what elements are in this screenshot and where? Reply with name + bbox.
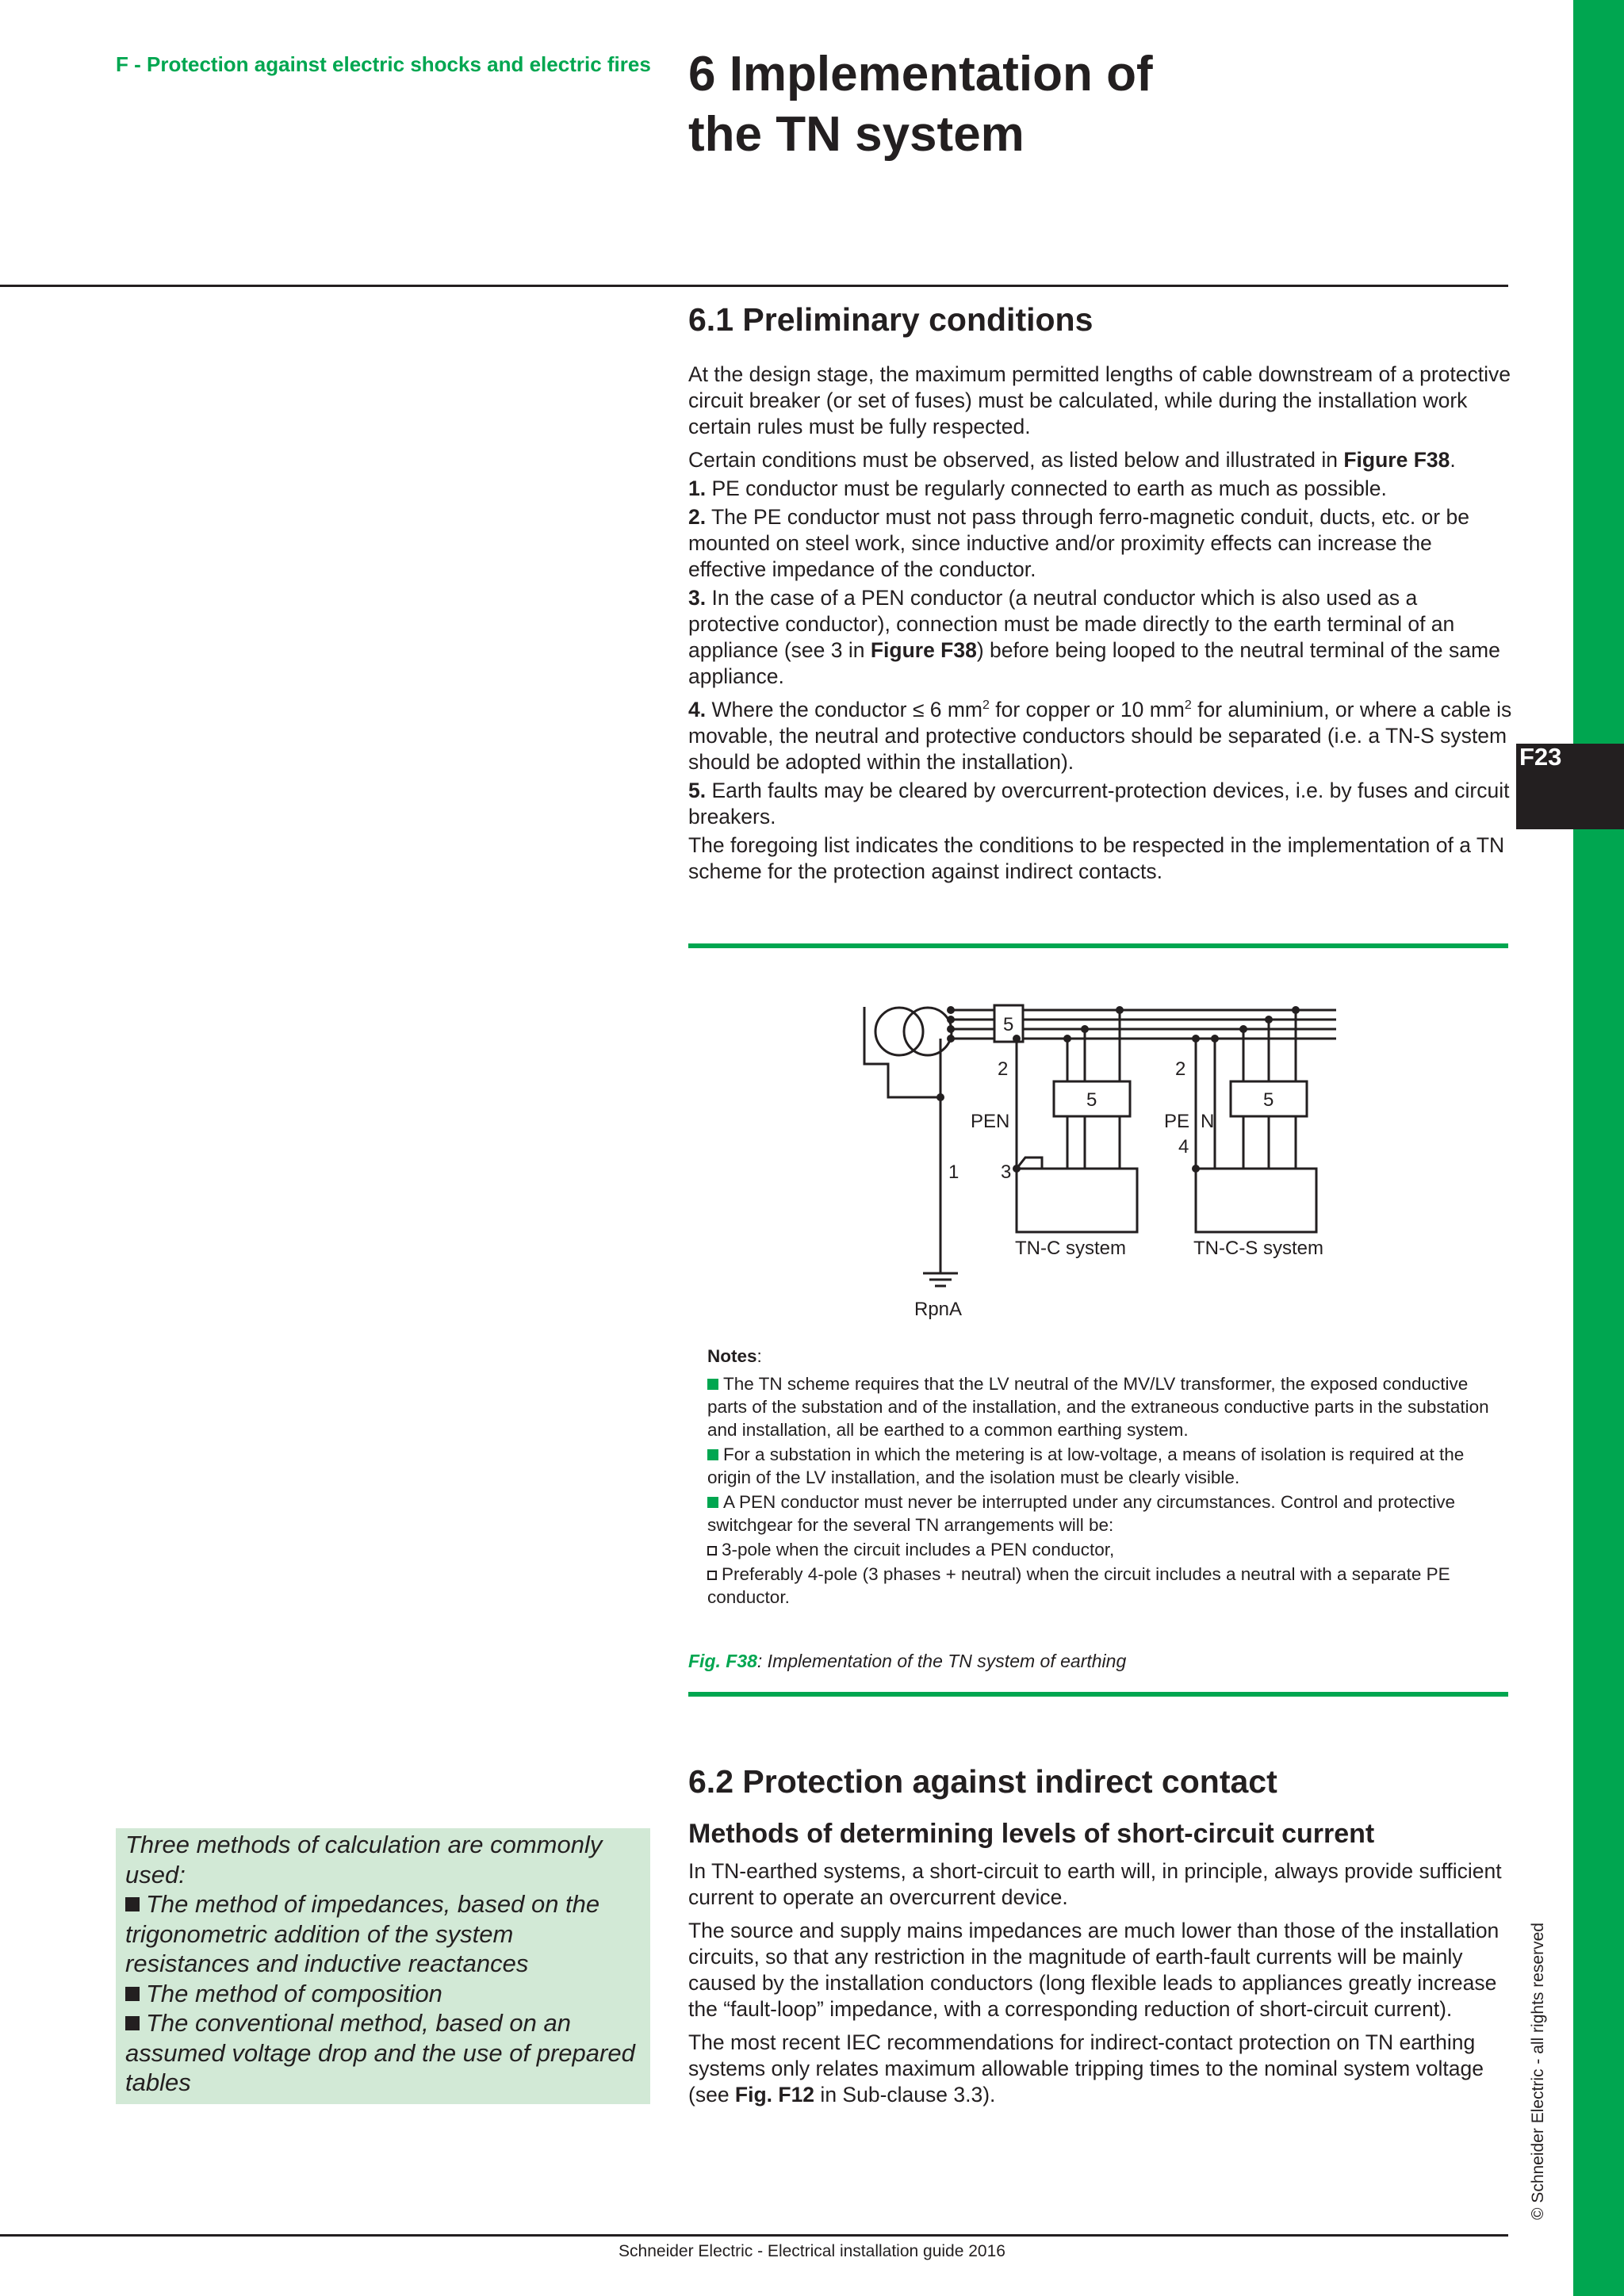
figure-notes (707, 1345, 1500, 1610)
label-rpna: RpnA (914, 1299, 963, 1320)
junction-dot (1292, 1006, 1300, 1014)
item-text: for copper or 10 mm (989, 697, 1185, 721)
paragraph (688, 2030, 1513, 2108)
chapter-title (688, 44, 1402, 165)
note-item (707, 1372, 1500, 1441)
figure-top-rule (688, 943, 1508, 948)
junction-dot (947, 1016, 955, 1024)
label-fuse-top: 5 (1003, 1014, 1014, 1035)
junction-dot (1192, 1165, 1200, 1173)
transformer-earth-path (864, 1007, 939, 1097)
note-text: For a substation in which the metering is at low-voltage, a means of isolation is required at the origin of the LV installation, and the isolation must be clearly visible. (707, 1445, 1465, 1487)
subnote-item (707, 1563, 1500, 1609)
section-header: F - Protection against electric shocks and electric fires (116, 52, 651, 76)
note-item (707, 1443, 1500, 1489)
sidebox-item-text: The conventional method, based on an assumed voltage drop and the use of prepared tables (125, 2009, 635, 2096)
junction-dot (1211, 1035, 1219, 1043)
figure-caption (688, 1651, 1126, 1672)
junction-dot (1013, 1035, 1021, 1043)
figure-bottom-rule (688, 1692, 1508, 1697)
note-text: The TN scheme requires that the LV neutral of the MV/LV transformer, the exposed conductive parts of the substation and of the installation, and the extraneous conductive parts in the substation and installation, all be earthed to a common earthing system. (707, 1374, 1489, 1440)
intro-paragraph: At the design stage, the maximum permitted lengths of cable downstream of a protective circuit breaker (or set of fuses) must be calculated, while during the installation work certain rules must be fully respected. (688, 362, 1511, 438)
conditions-intro (688, 447, 1513, 473)
paragraph-text: The most recent IEC recommendations for indirect-contact protection on TN earthing systems only relates maximum allowable tripping times to the nominal system voltage (see (688, 2030, 1484, 2107)
green-bullet-icon (707, 1379, 718, 1390)
junction-dot (936, 1093, 944, 1101)
tn-system-diagram (856, 993, 1348, 1326)
junction-dot (947, 1035, 955, 1043)
item-number: 5. (688, 778, 707, 802)
sidebox-item-text: The method of impedances, based on the trigonometric addition of the system resistances and inductive reactances (125, 1890, 600, 1977)
junction-dot (947, 1025, 955, 1033)
label-n: N (1201, 1111, 1215, 1132)
section-6-1-body (688, 362, 1513, 892)
summary-sidebox (116, 1828, 650, 2104)
chapter-title-line2: the TN system (688, 107, 1025, 162)
green-bullet-icon (707, 1497, 718, 1508)
label-2-tnc: 2 (998, 1058, 1009, 1080)
junction-dot (1013, 1165, 1021, 1173)
condition-item-1 (688, 476, 1513, 502)
paragraph-text-end: in Sub-clause 3.3). (814, 2083, 996, 2107)
notes-title (707, 1345, 1500, 1368)
label-4: 4 (1178, 1136, 1189, 1158)
label-fuse-tnc: 5 (1086, 1089, 1097, 1111)
junction-dot (1116, 1006, 1124, 1014)
label-tncs-system: TN-C-S system (1193, 1238, 1323, 1259)
tnc-load-box (1017, 1169, 1137, 1232)
page-number-tab: F23 (1516, 744, 1624, 829)
item-text: The PE conductor must not pass through ferro-magnetic conduit, ducts, etc. or be mounted on steel work, since inductive and/or proximity effects can increase the effective impedance of the conductor. (688, 505, 1469, 581)
condition-item-2 (688, 504, 1513, 583)
label-2-tncs: 2 (1175, 1058, 1186, 1080)
label-pe: PE (1164, 1111, 1190, 1132)
figure-ref-link: Figure F38 (1343, 448, 1450, 472)
junction-dot (1265, 1016, 1273, 1024)
hollow-square-bullet-icon (707, 1571, 717, 1580)
condition-item-5 (688, 778, 1513, 830)
label-tnc-system: TN-C system (1015, 1238, 1126, 1259)
conditions-intro-end: . (1450, 448, 1456, 472)
right-green-bar (1573, 0, 1624, 2296)
figure-ref: Fig. F12 (734, 2083, 815, 2107)
header-divider (0, 285, 1508, 287)
black-bullet-icon (125, 1987, 140, 2001)
copyright-notice: © Schneider Electric - all rights reserved (1529, 1923, 1547, 2220)
black-bullet-icon (125, 1897, 140, 1911)
sidebox-item (125, 1889, 642, 1979)
caption-text: : Implementation of the TN system of earthing (756, 1651, 1127, 1671)
item-text-end: ) before being looped to the neutral terminal of the same appliance. (688, 638, 1500, 688)
figure-ref: Figure F38 (870, 638, 977, 662)
label-pen: PEN (971, 1111, 1010, 1132)
subnote-text: Preferably 4-pole (3 phases + neutral) when the circuit includes a neutral with a separate PE conductor. (707, 1564, 1450, 1607)
tnc-pen-loop (1017, 1158, 1042, 1169)
junction-dot (1239, 1025, 1247, 1033)
junction-dot (1063, 1035, 1071, 1043)
paragraph: In TN-earthed systems, a short-circuit to earth will, in principle, always provide sufficient current to operate an overcurrent device. (688, 1859, 1502, 1909)
section-6-2-subheading: Methods of determining levels of short-circuit current (688, 1819, 1375, 1849)
paragraph: The source and supply mains impedances are much lower than those of the installation circuits, so that any restriction in the magnitude of earth-fault currents will be mainly caused by the installation conductors (long flexible leads to appliances greatly increase the “fault-loop” impedance, with a corresponding reduction of short-circuit current). (688, 1919, 1500, 2021)
footer-divider (0, 2234, 1508, 2237)
junction-dot (1192, 1035, 1200, 1043)
superscript: 2 (982, 698, 990, 712)
tncs-load-box (1196, 1169, 1316, 1232)
section-6-1-heading: 6.1 Preliminary conditions (688, 301, 1094, 338)
section-6-2-heading: 6.2 Protection against indirect contact (688, 1763, 1277, 1800)
item-number: 1. (688, 476, 707, 500)
footer (0, 2242, 1624, 2261)
item-text: Earth faults may be cleared by overcurrent-protection devices, i.e. by fuses and circuit breakers. (688, 778, 1510, 828)
transformer-secondary-coil (904, 1008, 952, 1055)
caption-figure-ref: Fig. F38 (688, 1651, 757, 1671)
subnote-text: 3-pole when the circuit includes a PEN conductor, (722, 1540, 1115, 1559)
sidebox-item-text: The method of composition (146, 1979, 442, 2007)
label-3: 3 (1001, 1161, 1012, 1183)
note-item (707, 1490, 1500, 1536)
conditions-intro-text: Certain conditions must be observed, as listed below and illustrated in (688, 448, 1344, 472)
label-fuse-tncs: 5 (1263, 1089, 1274, 1111)
green-bullet-icon (707, 1449, 718, 1460)
transformer-primary-coil (875, 1008, 923, 1055)
item-number: 4. (688, 697, 707, 721)
item-number: 3. (688, 586, 707, 610)
sidebox-item (125, 2008, 642, 2098)
item-text: for aluminium, or where a cable is movable, the neutral and protective conductors should be separated (i.e. a TN-S system should be adopted within the installation). (688, 697, 1512, 774)
item-text: PE conductor must be regularly connected to earth as much as possible. (706, 476, 1387, 500)
notes-title-text: Notes (707, 1346, 757, 1366)
footer-text: Schneider Electric - Electrical installation guide 2016 (619, 2242, 1005, 2260)
black-bullet-icon (125, 2016, 140, 2030)
closing-paragraph: The foregoing list indicates the conditions to be respected in the implementation of a TN scheme for the protection against indirect contacts. (688, 832, 1505, 883)
subnote-item (707, 1538, 1500, 1561)
condition-item-4 (688, 692, 1513, 775)
junction-dot (947, 1006, 955, 1014)
chapter-title-line1: 6 Implementation of (688, 47, 1153, 101)
label-1: 1 (948, 1161, 959, 1183)
junction-dot (1081, 1025, 1089, 1033)
sidebox-intro: Three methods of calculation are commonly used: (125, 1831, 603, 1888)
note-text: A PEN conductor must never be interrupted under any circumstances. Control and protective switchgear for the several TN arrangements will be: (707, 1492, 1455, 1535)
item-text: Where the conductor ≤ 6 mm (706, 697, 982, 721)
superscript: 2 (1184, 698, 1192, 712)
hollow-square-bullet-icon (707, 1546, 717, 1556)
section-6-2-body (688, 1858, 1513, 2115)
notes-colon: : (756, 1346, 762, 1366)
sidebox-item (125, 1979, 642, 2009)
condition-item-3 (688, 585, 1513, 690)
item-number: 2. (688, 505, 707, 529)
item-text: In the case of a PEN conductor (a neutral conductor which is also used as a protective conductor), connection must be made directly to the earth terminal of an appliance (see 3 in (688, 586, 1455, 662)
